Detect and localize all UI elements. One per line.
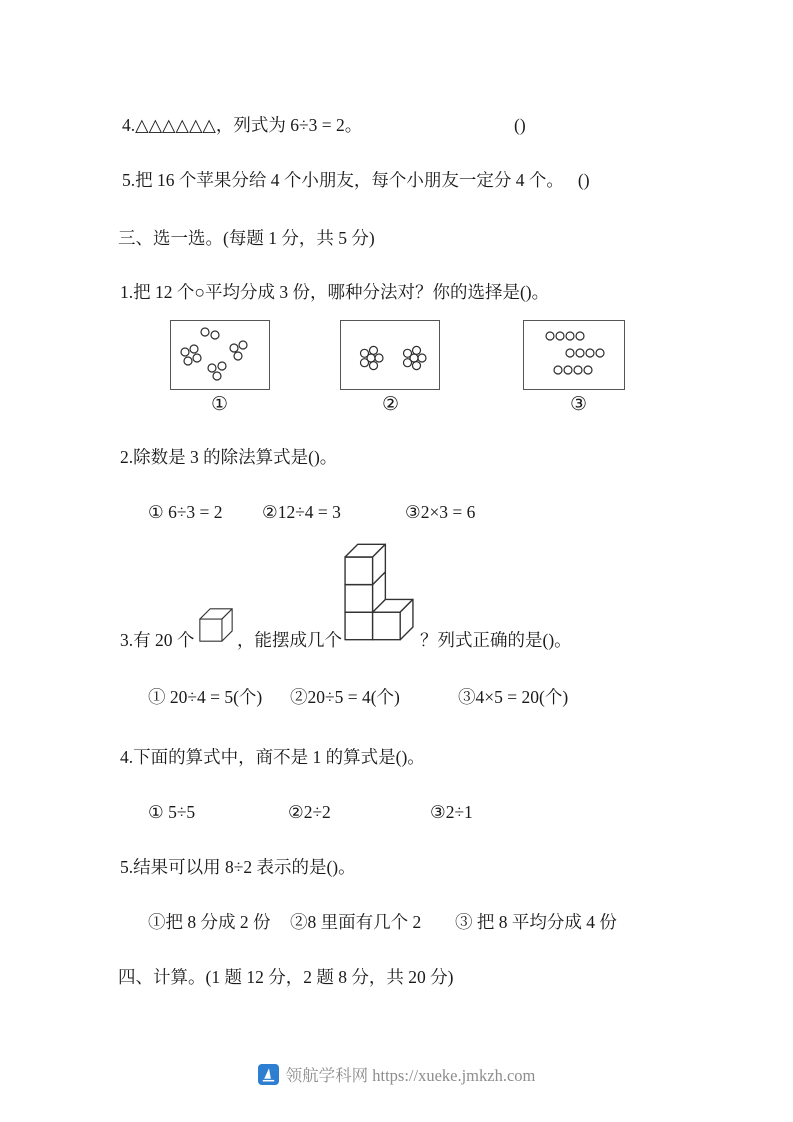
circle-group-figure-1 [171,321,269,389]
circle-group-figure-2 [341,321,439,389]
q3-text-part-2: ，能摆成几个 [237,630,342,650]
q5-text: 5.结果可以用 8÷2 表示的是()。 [120,857,356,877]
q1-figure-box-2 [340,320,440,390]
q5-option-1: ①把 8 分成 2 份 [148,912,271,932]
q4-option-1: ① 5÷5 [148,802,196,822]
judge-item-5-text: 5.把 16 个苹果分给 4 个小朋友，每个小朋友一定分 4 个。 [122,170,564,190]
page-footer [0,1062,793,1086]
q1-figure-label-1: ① [211,394,229,415]
site-logo-icon [258,1064,279,1085]
judge-item-4-text: 4.△△△△△△，列式为 6÷3 = 2。 [122,115,363,135]
q1-text: 1.把 12 个○平均分成 3 份，哪种分法对？你的选择是()。 [120,282,550,302]
q4-option-3: ③2÷1 [430,802,473,822]
q3-option-2: ②20÷5 = 4(个) [290,687,400,707]
unit-cube-icon [199,608,233,642]
circle-group-figure-3 [524,321,624,389]
q1-figure-label-3: ③ [570,394,588,415]
judge-item-5-answer: () [577,170,590,190]
q4-text: 4.下面的算式中，商不是 1 的算式是()。 [120,747,425,767]
q2-text: 2.除数是 3 的除法算式是()。 [120,447,338,467]
judge-item-4-answer: () [514,115,526,135]
q3-text-part-1: 3.有 20 个 [120,630,195,650]
q1-figure-box-1 [170,320,270,390]
q1-figure-box-3 [523,320,625,390]
cube-stack-icon [344,543,414,641]
section-three-title: 三、选一选。(每题 1 分，共 5 分) [118,228,375,248]
q2-option-3: ③2×3 = 6 [405,502,476,522]
q2-option-1: ① 6÷3 = 2 [148,502,223,522]
q4-option-2: ②2÷2 [288,802,331,822]
q3-text-part-3: ？列式正确的是()。 [420,630,572,650]
q2-option-2: ②12÷4 = 3 [262,502,341,522]
q1-figure-label-2: ② [382,394,400,415]
q3-option-3: ③4×5 = 20(个) [458,687,569,707]
footer-site-text: 领航学科网 https://xueke.jmkzh.com [285,1066,536,1085]
q5-option-3: ③ 把 8 平均分成 4 份 [455,912,617,932]
judge-item-5 [122,170,590,190]
section-four-title: 四、计算。(1 题 12 分，2 题 8 分，共 20 分) [118,967,454,987]
q3-option-1: ① 20÷4 = 5(个) [148,687,263,707]
q5-option-2: ②8 里面有几个 2 [290,912,422,932]
